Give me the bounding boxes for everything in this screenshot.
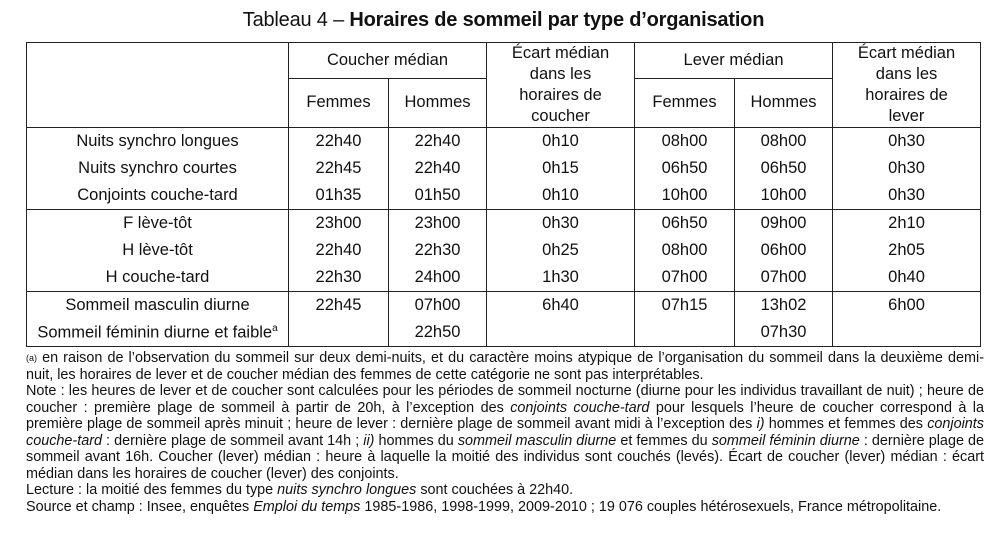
- table-title-prefix: Tableau 4 –: [242, 9, 350, 31]
- table-row: [27, 128, 981, 156]
- cell-coucher-femmes: 22h40: [289, 128, 389, 156]
- cell-coucher-femmes: [289, 319, 389, 347]
- row-label: Nuits synchro courtes: [27, 155, 289, 182]
- cell-lever-hommes: 07h00: [735, 264, 833, 292]
- table-row: [27, 155, 981, 182]
- row-label: Sommeil masculin diurne: [27, 292, 289, 320]
- cell-lever-femmes: 06h50: [635, 210, 735, 238]
- cell-lever-hommes: 10h00: [735, 182, 833, 210]
- table-row: [27, 237, 981, 264]
- cell-coucher-femmes: 22h40: [289, 237, 389, 264]
- header-coucher-median: Coucher médian: [289, 43, 487, 79]
- row-label: H couche-tard: [27, 264, 289, 292]
- row-label: [27, 319, 289, 347]
- cell-coucher-hommes: 01h50: [389, 182, 487, 210]
- table-title-bold: Horaires de sommeil par type d’organisation: [349, 9, 765, 31]
- cell-lever-hommes: 13h02: [735, 292, 833, 320]
- cell-ecart-coucher: 6h40: [487, 292, 635, 320]
- cell-coucher-femmes: 22h45: [289, 155, 389, 182]
- note-text: et femmes du: [616, 432, 712, 449]
- source-text: 1985-1986, 1998-1999, 2009-2010 ; 19 076 couples hétérosexuels, France métropolitaine.: [360, 498, 942, 515]
- cell-ecart-coucher: 0h25: [487, 237, 635, 264]
- lecture-text: Lecture : la moitié des femmes du type: [26, 482, 278, 498]
- cell-ecart-coucher: 0h15: [487, 155, 635, 182]
- note-italic: ii): [363, 432, 375, 449]
- table-row: [27, 182, 981, 210]
- table-row: [27, 292, 981, 320]
- cell-coucher-hommes: 24h00: [389, 264, 487, 292]
- note-text: : dernière plage de sommeil avant 14h ;: [102, 432, 364, 449]
- row-label-text: Sommeil féminin diurne et faible: [37, 323, 273, 342]
- row-label: H lève-tôt: [27, 237, 289, 264]
- source-text: Source et champ : Insee, enquêtes: [26, 498, 254, 515]
- cell-ecart-lever: 0h30: [833, 155, 981, 182]
- cell-ecart-coucher: 1h30: [487, 264, 635, 292]
- cell-lever-femmes: 08h00: [635, 237, 735, 264]
- note-italic: sommeil masculin diurne: [457, 432, 617, 449]
- source-paragraph: [26, 499, 984, 516]
- cell-lever-hommes: 06h00: [735, 237, 833, 264]
- cell-coucher-hommes: 07h00: [389, 292, 487, 320]
- source-italic: Emploi du temps: [253, 498, 361, 515]
- table-row: [27, 319, 981, 347]
- cell-lever-hommes: 07h30: [735, 319, 833, 347]
- header-lever-hommes: Hommes: [750, 93, 817, 112]
- cell-coucher-hommes: 22h40: [389, 128, 487, 156]
- cell-ecart-lever: 2h05: [833, 237, 981, 264]
- cell-ecart-lever: 2h10: [833, 210, 981, 238]
- header-ecart-lever: Écart médian dans les horaires de lever: [833, 43, 981, 128]
- cell-lever-femmes: 07h00: [635, 264, 735, 292]
- lecture-paragraph: [26, 482, 984, 499]
- cell-coucher-femmes: 22h30: [289, 264, 389, 292]
- note-paragraph: [26, 383, 984, 482]
- cell-ecart-coucher: 0h10: [487, 182, 635, 210]
- cell-coucher-femmes: 23h00: [289, 210, 389, 238]
- cell-lever-hommes: 06h50: [735, 155, 833, 182]
- note-italic: conjoints couche-tard: [26, 416, 984, 449]
- row-label: Nuits synchro longues: [27, 128, 289, 156]
- header-coucher-femmes: Femmes: [289, 78, 389, 127]
- row-label: Conjoints couche-tard: [27, 182, 289, 210]
- note-italic: i): [756, 416, 765, 432]
- cell-ecart-lever: [833, 319, 981, 347]
- cell-lever-femmes: [635, 319, 735, 347]
- header-lever-femmes: Femmes: [635, 78, 735, 127]
- cell-ecart-coucher: [487, 319, 635, 347]
- cell-coucher-hommes: 23h00: [389, 210, 487, 238]
- note-italic: conjoints couche-tard: [510, 399, 650, 416]
- header-ecart-coucher: Écart médian dans les horaires de coucher: [487, 43, 635, 128]
- cell-ecart-lever: 6h00: [833, 292, 981, 320]
- header-empty-cell: [27, 43, 289, 128]
- cell-coucher-hommes: 22h50: [389, 319, 487, 347]
- cell-ecart-lever: 0h30: [833, 128, 981, 156]
- cell-coucher-hommes: 22h30: [389, 237, 487, 264]
- note-text: : dernière plage de sommeil avant 16h. Coucher (lever) médian : heure à laquelle la moitié des individus sont couchés (levés). Écart de coucher (lever) médian : écart médian dans les horaires de coucher (lever) des conjoints.: [26, 432, 985, 482]
- table-title: [0, 8, 1007, 32]
- table-row: [27, 210, 981, 238]
- header-lever-median: Lever médian: [635, 43, 833, 79]
- cell-coucher-hommes: 22h40: [389, 155, 487, 182]
- cell-lever-femmes: 10h00: [635, 182, 735, 210]
- cell-coucher-femmes: 22h45: [289, 292, 389, 320]
- footnote-a-text: en raison de l’observation du sommeil sur deux demi-nuits, et du caractère moins atypique de l’organisation du sommeil dans la deuxième demi-nuit, les horaires de lever et de coucher médian des femmes de cette catégorie ne sont pas interprétables.: [26, 350, 984, 383]
- note-italic: sommeil féminin diurne: [711, 432, 860, 449]
- table-notes: [26, 350, 984, 515]
- lecture-text: sont couchées à 22h40.: [416, 482, 574, 498]
- footnote-a: [26, 350, 984, 383]
- cell-ecart-lever: 0h40: [833, 264, 981, 292]
- table-row: [27, 264, 981, 292]
- footnote-marker: a: [272, 322, 278, 334]
- header-coucher-hommes: Hommes: [404, 93, 471, 112]
- note-text: hommes du: [374, 432, 458, 449]
- footnote-a-mark: (a): [26, 353, 37, 363]
- note-text: pour lesquels l’heure de coucher correspond à la première plage de sommeil après minuit ; heure de lever : dernière plage de sommeil avant midi à l’exception des: [26, 399, 984, 432]
- cell-coucher-femmes: 01h35: [289, 182, 389, 210]
- cell-lever-femmes: 06h50: [635, 155, 735, 182]
- cell-lever-femmes: 07h15: [635, 292, 735, 320]
- cell-lever-femmes: 08h00: [635, 128, 735, 156]
- note-text: Note : les heures de lever et de coucher sont calculées pour les périodes de sommeil nocturne (diurne pour les individus travaillant de nuit) ; heure de coucher : première plage de sommeil à partir de 20h, à l’exception des: [26, 383, 984, 416]
- sleep-schedule-table: [26, 42, 981, 347]
- note-text: hommes et femmes des: [764, 416, 928, 432]
- cell-lever-hommes: 09h00: [735, 210, 833, 238]
- cell-ecart-coucher: 0h10: [487, 128, 635, 156]
- cell-lever-hommes: 08h00: [735, 128, 833, 156]
- row-label: F lève-tôt: [27, 210, 289, 238]
- cell-ecart-lever: 0h30: [833, 182, 981, 210]
- lecture-italic: nuits synchro longues: [277, 482, 417, 498]
- cell-ecart-coucher: 0h30: [487, 210, 635, 238]
